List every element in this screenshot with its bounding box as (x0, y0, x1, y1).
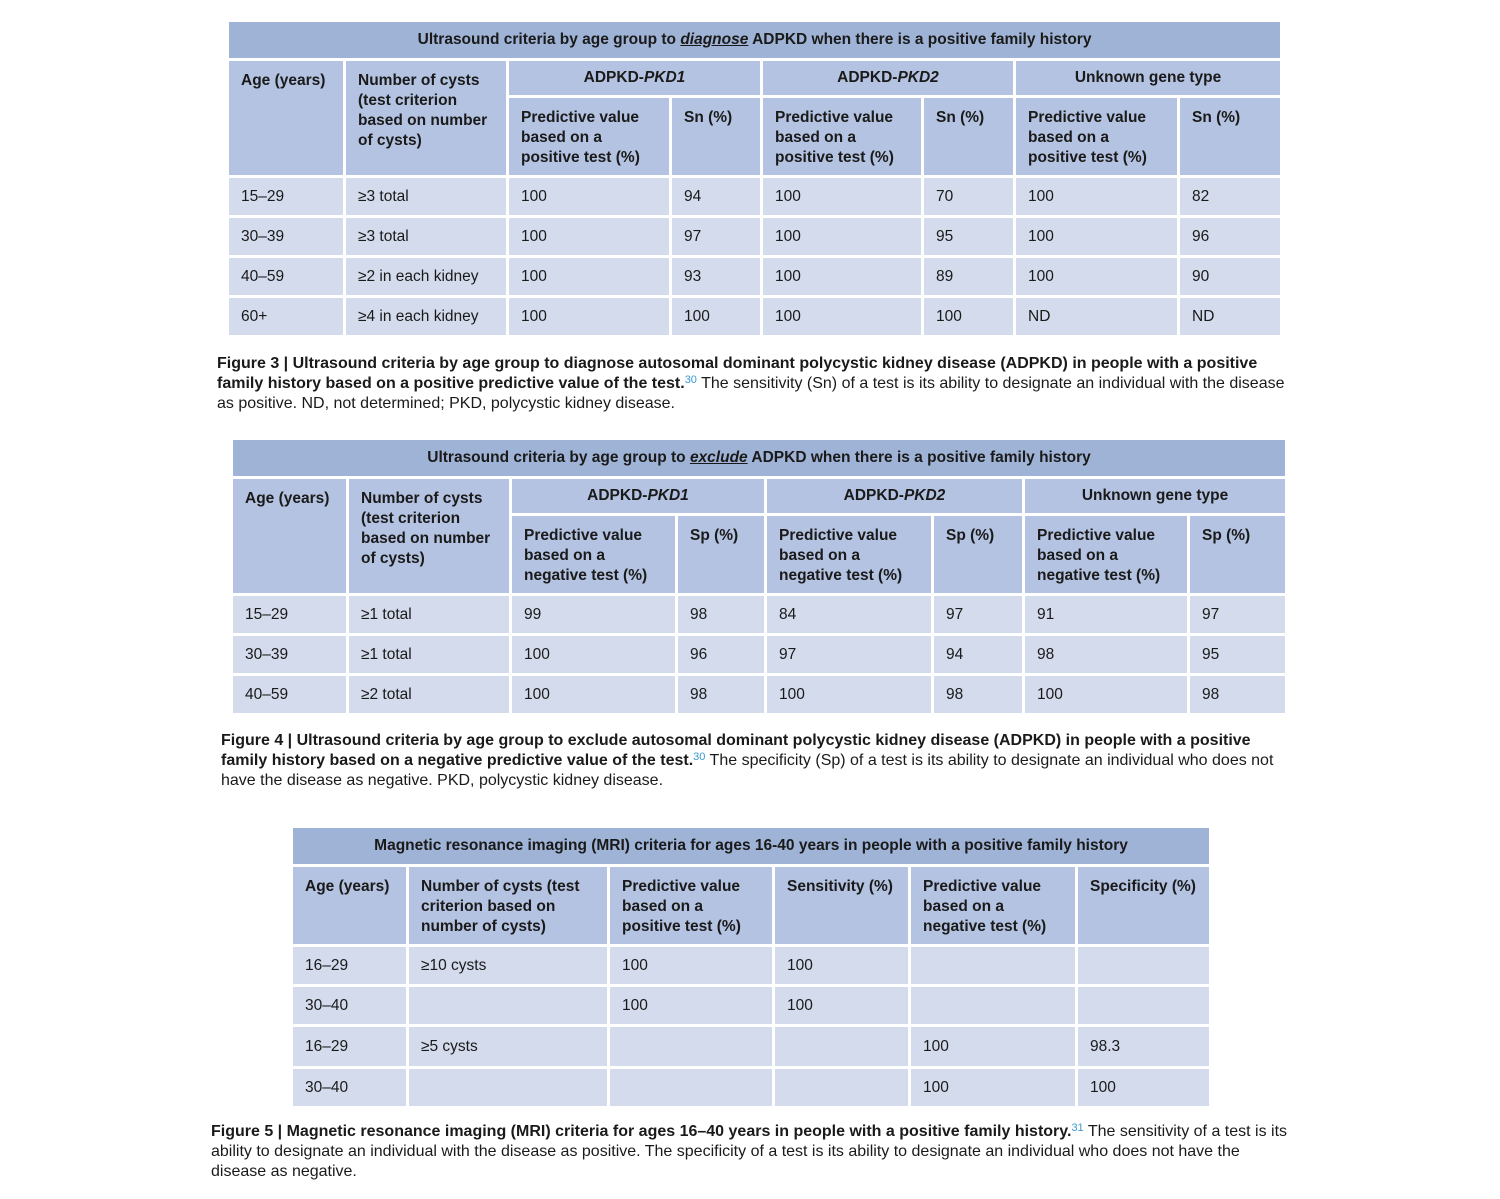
header-metric: Sn (%) (924, 98, 1013, 175)
cell-value: 97 (672, 218, 760, 255)
header-cysts: Number of cysts (test criterion based on number of cysts) (346, 61, 506, 175)
caption-body: The specificity (Sp) of a test is its ability to designate an individual who does not have the disease as negative. PKD, polycystic kidney disease. (221, 752, 1274, 789)
cell-value: 93 (672, 258, 760, 295)
cell-value: 100 (509, 218, 669, 255)
cell-age: 30–40 (293, 987, 406, 1024)
cell-cysts (409, 1069, 607, 1106)
cell-cysts: ≥1 total (349, 636, 509, 673)
cell-age: 60+ (229, 298, 343, 335)
reference-link[interactable]: 30 (693, 751, 706, 763)
cell-value: 97 (767, 636, 931, 673)
table-row (293, 987, 1209, 1024)
cell-cysts: ≥5 cysts (409, 1027, 607, 1066)
cell-cysts: ≥4 in each kidney (346, 298, 506, 335)
header-predictive: Predictive value based on a negative test (%) (512, 516, 675, 593)
header-predictive: Predictive value based on a positive test (%) (509, 98, 669, 175)
table-row (233, 676, 1285, 713)
cell-value (610, 1069, 772, 1106)
cell-value: 94 (934, 636, 1022, 673)
cell-value: 100 (775, 947, 908, 984)
table-row (293, 1069, 1209, 1106)
header-metric: Sn (%) (1180, 98, 1280, 175)
table-title: Magnetic resonance imaging (MRI) criteria for ages 16-40 years in people with a positive family history (293, 828, 1209, 864)
cell-age: 40–59 (233, 676, 346, 713)
cell-value: 100 (775, 987, 908, 1024)
cell-value: 70 (924, 178, 1013, 215)
header-metric: Sn (%) (672, 98, 760, 175)
cell-value (775, 1069, 908, 1106)
table-row (293, 1027, 1209, 1066)
caption-title: Figure 3 | Ultrasound criteria by age group to diagnose autosomal dominant polycystic kidney disease (ADPKD) in people with a positive family history based on a positive predictive value of the test. (217, 355, 1258, 392)
cell-age: 16–29 (293, 947, 406, 984)
cell-value: 100 (911, 1069, 1075, 1106)
figure-3-caption (217, 354, 1292, 414)
cell-value: ND (1016, 298, 1177, 335)
header-group-pkd2: ADPKD-PKD2 (767, 479, 1022, 513)
header-age: Age (years) (233, 479, 346, 593)
cell-value: 97 (1190, 596, 1285, 633)
cell-value (775, 1027, 908, 1066)
reference-link[interactable]: 31 (1071, 1122, 1084, 1134)
caption-title: Figure 4 | Ultrasound criteria by age group to exclude autosomal dominant polycystic kidney disease (ADPKD) in people with a positive family history based on a negative predictive value of the test. (221, 732, 1251, 769)
header-sensitivity: Sensitivity (%) (775, 867, 908, 944)
cell-value: 98 (1190, 676, 1285, 713)
header-cysts: Number of cysts (test criterion based on number of cysts) (349, 479, 509, 593)
cell-value: 97 (934, 596, 1022, 633)
table-row (229, 258, 1280, 295)
cell-value: 89 (924, 258, 1013, 295)
cell-value: 98 (934, 676, 1022, 713)
cell-cysts (409, 987, 607, 1024)
cell-value: 99 (512, 596, 675, 633)
cell-value: 91 (1025, 596, 1187, 633)
cell-value: 100 (767, 676, 931, 713)
cell-value: 100 (924, 298, 1013, 335)
header-metric: Sp (%) (678, 516, 764, 593)
caption-body: The sensitivity of a test is its ability to designate an individual with the disease as positive. The specificity of a test is its ability to designate an individual who does not have the disease as negative. (211, 1123, 1288, 1180)
cell-value: 95 (1190, 636, 1285, 673)
table-row (229, 298, 1280, 335)
cell-value: 100 (1016, 258, 1177, 295)
cell-value: 100 (509, 258, 669, 295)
table-row (229, 178, 1280, 215)
cell-value: 100 (610, 987, 772, 1024)
cell-value (610, 1027, 772, 1066)
caption-body: The sensitivity (Sn) of a test is its ability to designate an individual with the disease as positive. ND, not determined; PKD, polycystic kidney disease. (217, 375, 1285, 412)
cell-value: ND (1180, 298, 1280, 335)
cell-cysts: ≥10 cysts (409, 947, 607, 984)
cell-value: 98 (678, 676, 764, 713)
table-title: Ultrasound criteria by age group to diagnose ADPKD when there is a positive family history (229, 22, 1280, 58)
header-cysts: Number of cysts (test criterion based on number of cysts) (409, 867, 607, 944)
cell-cysts: ≥3 total (346, 218, 506, 255)
cell-age: 30–39 (233, 636, 346, 673)
header-predictive: Predictive value based on a positive test (%) (1016, 98, 1177, 175)
caption-title: Figure 5 | Magnetic resonance imaging (MRI) criteria for ages 16–40 years in people with a positive family history. (211, 1123, 1072, 1140)
header-predictive: Predictive value based on a negative test (%) (767, 516, 931, 593)
figure-5-caption (211, 1122, 1296, 1182)
cell-value: 100 (763, 298, 921, 335)
header-specificity: Specificity (%) (1078, 867, 1209, 944)
header-age: Age (years) (229, 61, 343, 175)
figure-3-table (229, 22, 1274, 335)
cell-value: 100 (1016, 218, 1177, 255)
cell-age: 40–59 (229, 258, 343, 295)
figure-4-caption (221, 731, 1296, 791)
cell-value (1078, 947, 1209, 984)
header-npv: Predictive value based on a negative test (%) (911, 867, 1075, 944)
cell-value: 100 (1078, 1069, 1209, 1106)
cell-cysts: ≥2 total (349, 676, 509, 713)
cell-cysts: ≥3 total (346, 178, 506, 215)
reference-link[interactable]: 30 (684, 374, 697, 386)
cell-value: 96 (678, 636, 764, 673)
cell-value (911, 987, 1075, 1024)
cell-value: 100 (672, 298, 760, 335)
cell-value: 94 (672, 178, 760, 215)
cell-value: 100 (512, 636, 675, 673)
header-group-pkd1: ADPKD-PKD1 (509, 61, 760, 95)
table-row (233, 636, 1285, 673)
cell-value (1078, 987, 1209, 1024)
header-metric: Sp (%) (1190, 516, 1285, 593)
cell-age: 15–29 (233, 596, 346, 633)
cell-value: 96 (1180, 218, 1280, 255)
cell-value: 90 (1180, 258, 1280, 295)
table-row (233, 596, 1285, 633)
cell-value: 95 (924, 218, 1013, 255)
cell-age: 30–40 (293, 1069, 406, 1106)
header-age: Age (years) (293, 867, 406, 944)
header-predictive: Predictive value based on a negative test (%) (1025, 516, 1187, 593)
cell-value: 98 (678, 596, 764, 633)
cell-value: 100 (512, 676, 675, 713)
cell-value: 100 (509, 178, 669, 215)
cell-value: 98.3 (1078, 1027, 1209, 1066)
header-group-unknown: Unknown gene type (1025, 479, 1285, 513)
table-row (293, 947, 1209, 984)
cell-value: 100 (1016, 178, 1177, 215)
figure-5-table (293, 828, 1209, 1106)
cell-value: 84 (767, 596, 931, 633)
header-group-unknown: Unknown gene type (1016, 61, 1280, 95)
cell-value: 100 (509, 298, 669, 335)
header-group-pkd2: ADPKD-PKD2 (763, 61, 1013, 95)
cell-cysts: ≥1 total (349, 596, 509, 633)
cell-age: 30–39 (229, 218, 343, 255)
figure-4-table (233, 440, 1278, 713)
cell-value: 100 (1025, 676, 1187, 713)
cell-value: 100 (763, 218, 921, 255)
table-title: Ultrasound criteria by age group to exclude ADPKD when there is a positive family history (233, 440, 1285, 476)
header-ppv: Predictive value based on a positive test (%) (610, 867, 772, 944)
header-metric: Sp (%) (934, 516, 1022, 593)
cell-value: 100 (763, 178, 921, 215)
cell-age: 15–29 (229, 178, 343, 215)
cell-value: 100 (911, 1027, 1075, 1066)
cell-value: 100 (763, 258, 921, 295)
table-row (229, 218, 1280, 255)
cell-value: 82 (1180, 178, 1280, 215)
cell-value: 100 (610, 947, 772, 984)
cell-age: 16–29 (293, 1027, 406, 1066)
cell-value: 98 (1025, 636, 1187, 673)
cell-cysts: ≥2 in each kidney (346, 258, 506, 295)
header-group-pkd1: ADPKD-PKD1 (512, 479, 764, 513)
header-predictive: Predictive value based on a positive test (%) (763, 98, 921, 175)
cell-value (911, 947, 1075, 984)
